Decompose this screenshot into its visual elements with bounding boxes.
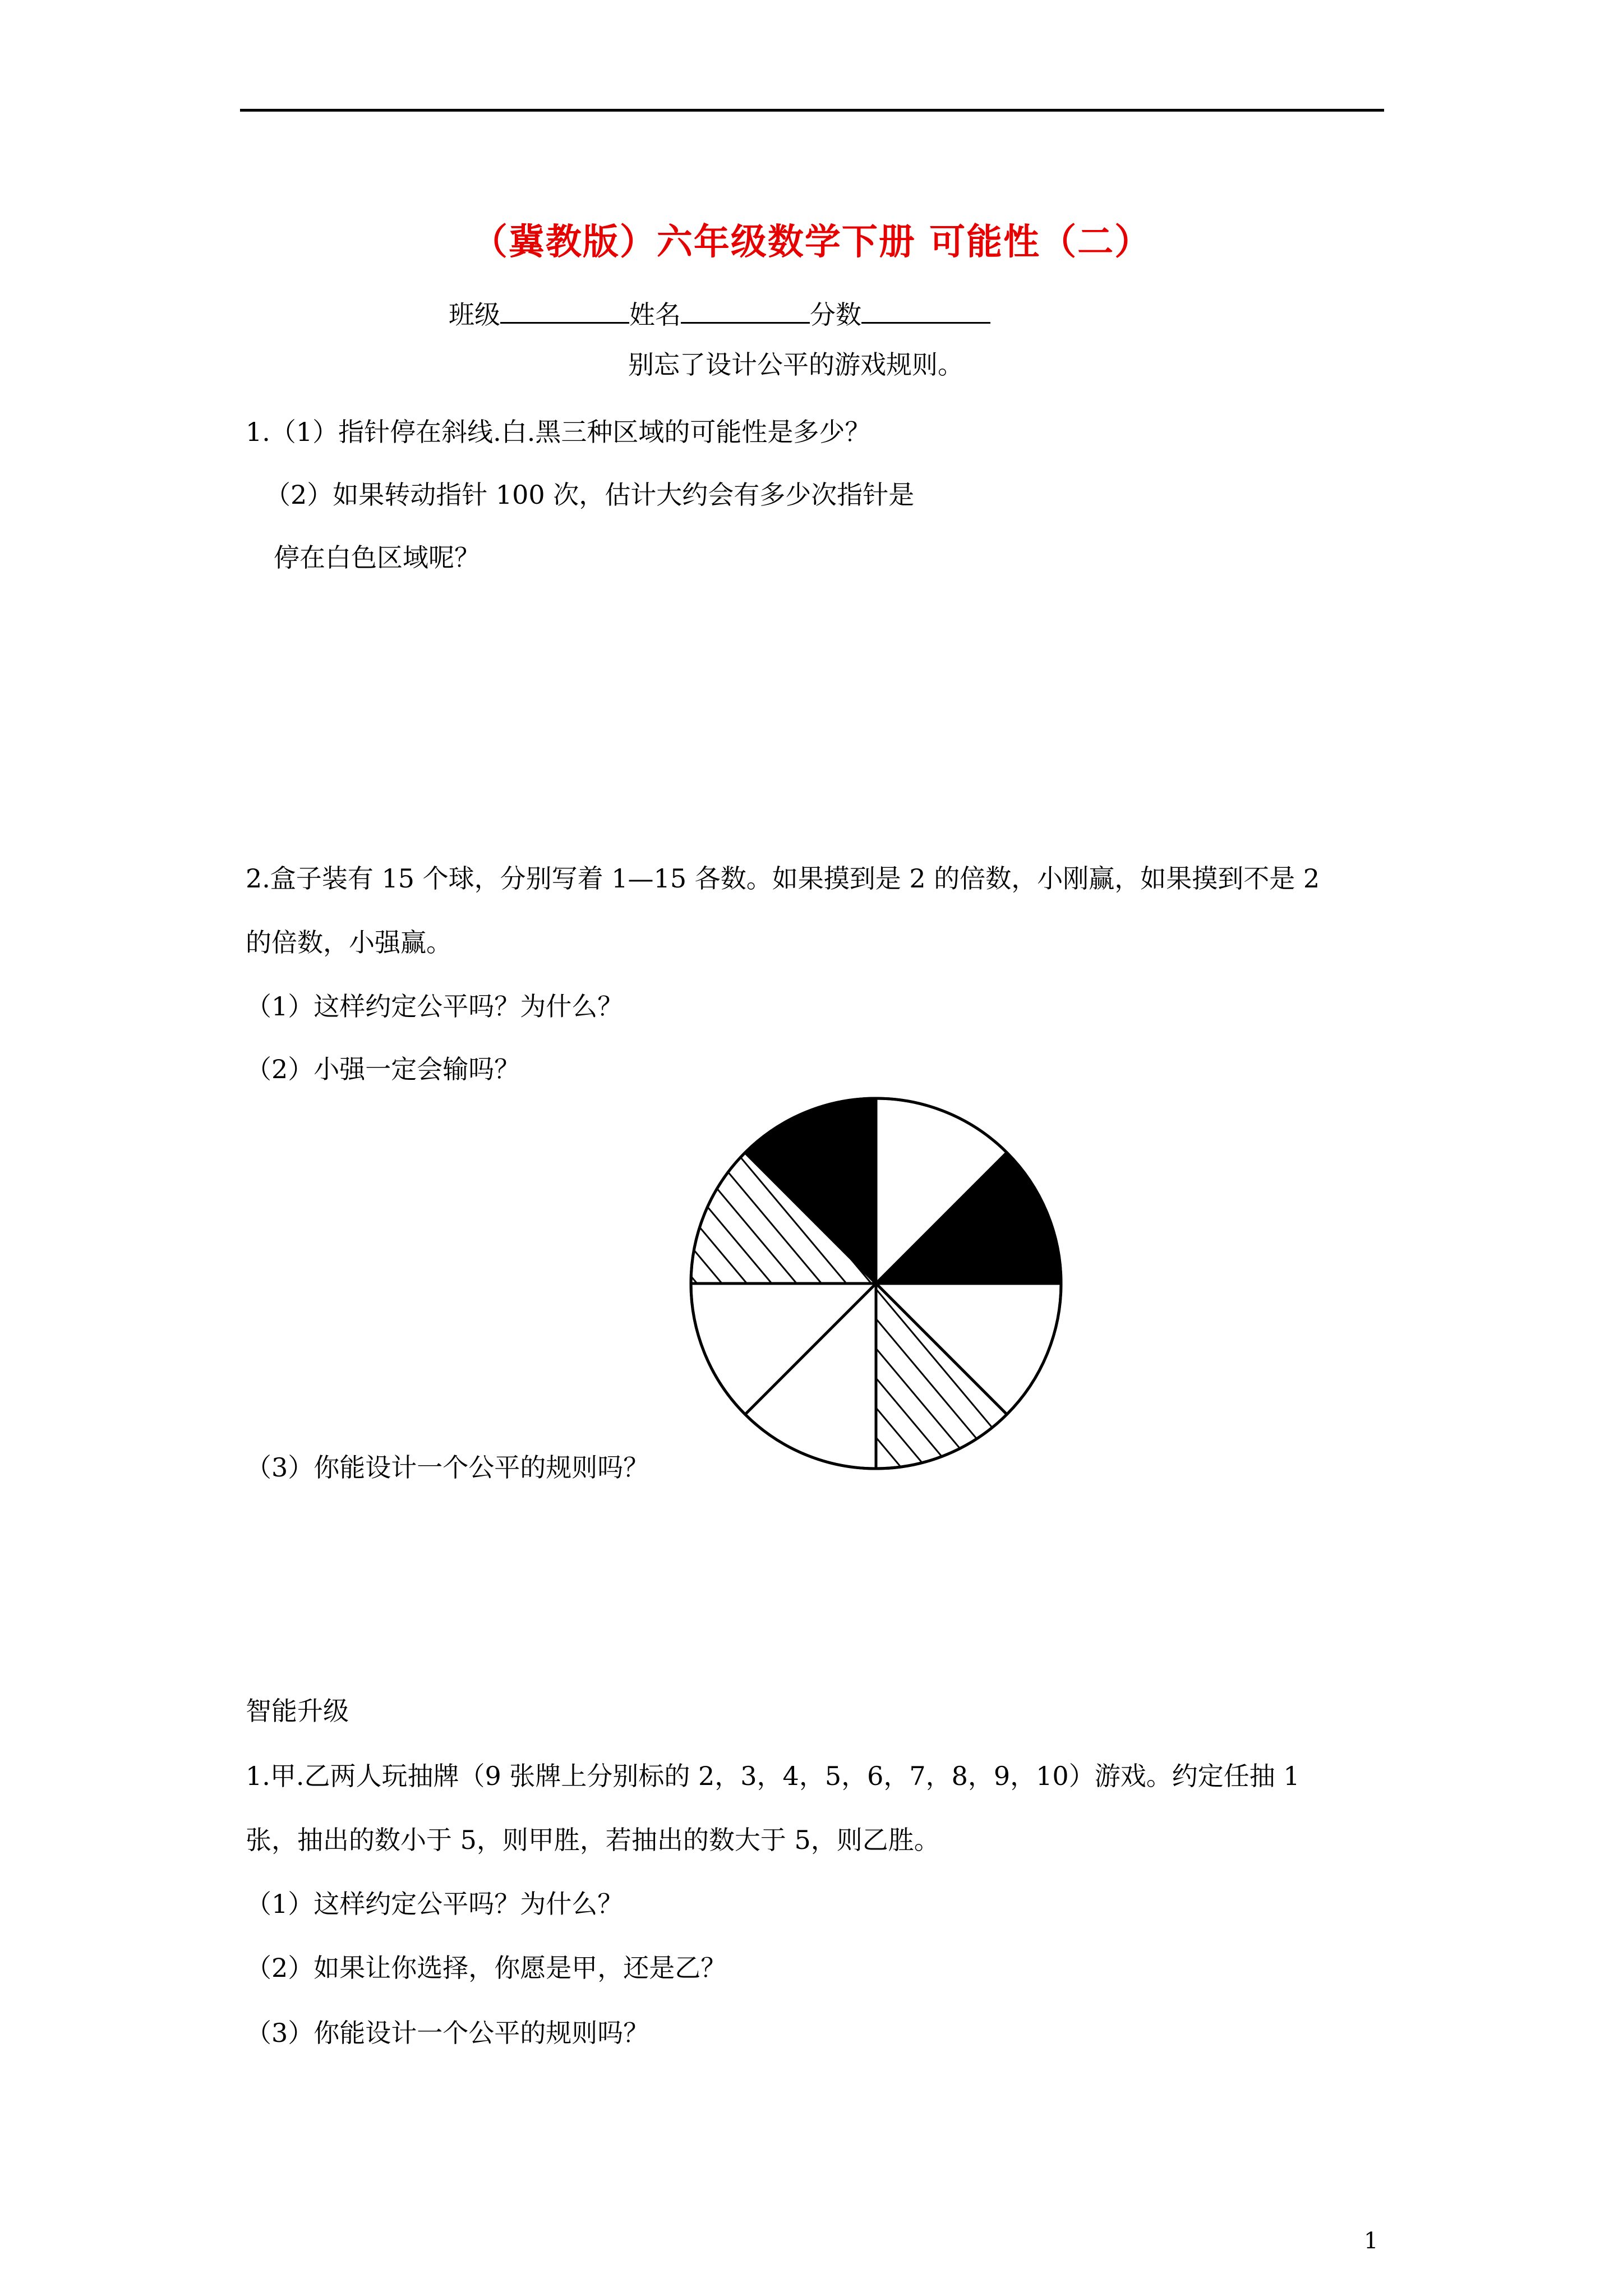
- q2-part3: （3）你能设计一个公平的规则吗？: [246, 1452, 649, 1483]
- class-blank: [500, 294, 629, 324]
- upgrade-part2: （2）如果让你选择，你愿是甲，还是乙？: [246, 1953, 727, 1983]
- upgrade-heading: 智能升级: [246, 1696, 349, 1726]
- page-number: 1: [1364, 2228, 1378, 2254]
- score-blank: [861, 294, 990, 324]
- upgrade-line2: 张，抽出的数小于 5，则甲胜，若抽出的数大于 5，则乙胜。: [246, 1825, 940, 1855]
- student-info-row: [449, 294, 990, 332]
- upgrade-part3: （3）你能设计一个公平的规则吗？: [246, 2018, 649, 2048]
- upgrade-part1: （1）这样约定公平吗？为什么？: [246, 1889, 624, 1919]
- name-blank: [681, 294, 810, 324]
- score-label: 分数: [810, 300, 861, 330]
- reminder-text: 别忘了设计公平的游戏规则。: [628, 349, 963, 380]
- q2-line1: 2.盒子装有 15 个球，分别写着 1—15 各数。如果摸到是 2 的倍数，小刚赢，如果摸到不是 2: [246, 863, 1320, 894]
- q2-part1: （1）这样约定公平吗？为什么？: [246, 991, 624, 1022]
- q1-line1: 1.（1）指针停在斜线.白.黑三种区域的可能性是多少？: [246, 417, 871, 447]
- name-label: 姓名: [629, 300, 681, 330]
- upgrade-line1: 1.甲.乙两人玩抽牌（9 张牌上分别标的 2，3，4，5，6，7，8，9，10）游戏。约定任抽 1: [246, 1761, 1300, 1791]
- spinner-diagram: [685, 1093, 1067, 1474]
- q2-part2: （2）小强一定会输吗？: [246, 1054, 520, 1084]
- page-title: （冀教版）六年级数学下册 可能性（二）: [471, 222, 1152, 263]
- q1-line2: （2）如果转动指针 100 次，估计大约会有多少次指针是: [265, 480, 915, 510]
- class-label: 班级: [449, 300, 500, 330]
- header-rule: [240, 109, 1384, 112]
- q1-line3: 停在白色区域呢？: [274, 542, 480, 573]
- q2-line2: 的倍数，小强赢。: [246, 927, 452, 958]
